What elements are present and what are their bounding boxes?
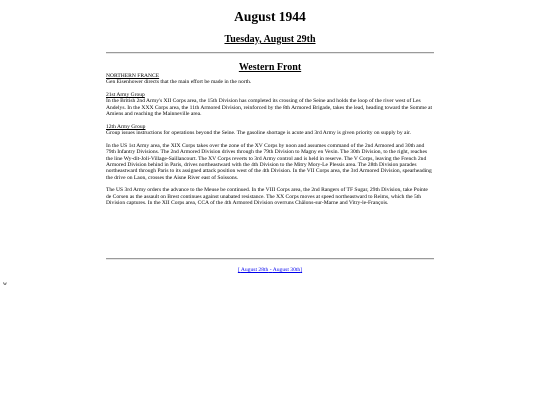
block-heading: NORTHERN FRANCE [106, 73, 160, 79]
report-block-21st-army-group [106, 92, 434, 118]
day-title: Tuesday, August 29th [224, 34, 316, 45]
report-block-12th-army-group [106, 124, 434, 137]
report-content [106, 73, 434, 213]
nav-bracket-close: ] [300, 267, 303, 273]
block-text: In the US 1st Army area, the XIX Corps takes over the zone of the XV Corps by noon and assumes command of the 2nd Armored and 30th and 79th Infantry Divisions. The 2nd Armored Division drives through the 79th Division to Magny en Vexin. The 30th Division, to the right, reaches the line Wy-dit-Joli-Village-Saillancourt. The XV Corps reverts to 3rd Army control and is held in reserve. The V Corps, leaving the French 2nd Armored Division behind in Paris, drives northeastward with the 4th Division to the Mitry Mory-Le Plessis area. The 28th Division parades northeastward through Paris to its assigned attack position west of the 4th Division. In the VII Corps area, the 3rd Armored Division, spearheading the drive on Laon, crosses the Aisne River east of Soissons. [106, 142, 432, 181]
prev-day-link[interactable]: August 28th [240, 267, 269, 273]
footer-mark: w [3, 281, 7, 287]
block-text: Group issues instructions for operations beyond the Seine. The gasoline shortage is acute and 3rd Army is given priority on supply by air. [106, 130, 411, 137]
report-block-northern-france [106, 73, 434, 86]
nav-link[interactable] [238, 267, 302, 273]
nav-separator: - [268, 267, 273, 273]
top-divider [106, 52, 434, 54]
block-text: Gen Eisenhower directs that the main effort be made in the north. [106, 79, 252, 86]
next-day-link[interactable]: August 30th [272, 267, 301, 273]
block-text: The US 3rd Army orders the advance to the Meuse be continued. In the VIII Corps area, the 2nd Rangers of TF Sugar, 29th Division, take Pointe de Corsen as the assault on Brest continues against unabated resistance. The XX Corps moves at speed northeastward to Reims, which the 5th Division captures. In the XII Corps area, CCA of the 4th Armored Division overruns Châlons-sur-Marne and Vitry-le-François. [106, 187, 428, 207]
block-text: In the British 2nd Army's XII Corps area, the 15th Division has completed its crossing of the Seine and holds the loop of the river west of Les Andelys. In the XXX Corps area, the 11th Armored Division, reinforced by the 8th Armored Brigade, takes the lead, heading toward the Somme at Amiens and reaching the Mainneville area. [106, 98, 433, 118]
nav-bracket-open: [ [237, 267, 241, 273]
report-block-us-3rd-army [106, 187, 434, 206]
block-heading: 12th Army Group [106, 123, 146, 130]
block-heading: 21st Army Group [106, 91, 145, 98]
day-navigation [0, 267, 540, 274]
page-title: August 1944 [234, 9, 306, 24]
section-title: Western Front [238, 62, 302, 73]
report-block-us-1st-army [106, 143, 434, 182]
bottom-divider [106, 258, 434, 260]
